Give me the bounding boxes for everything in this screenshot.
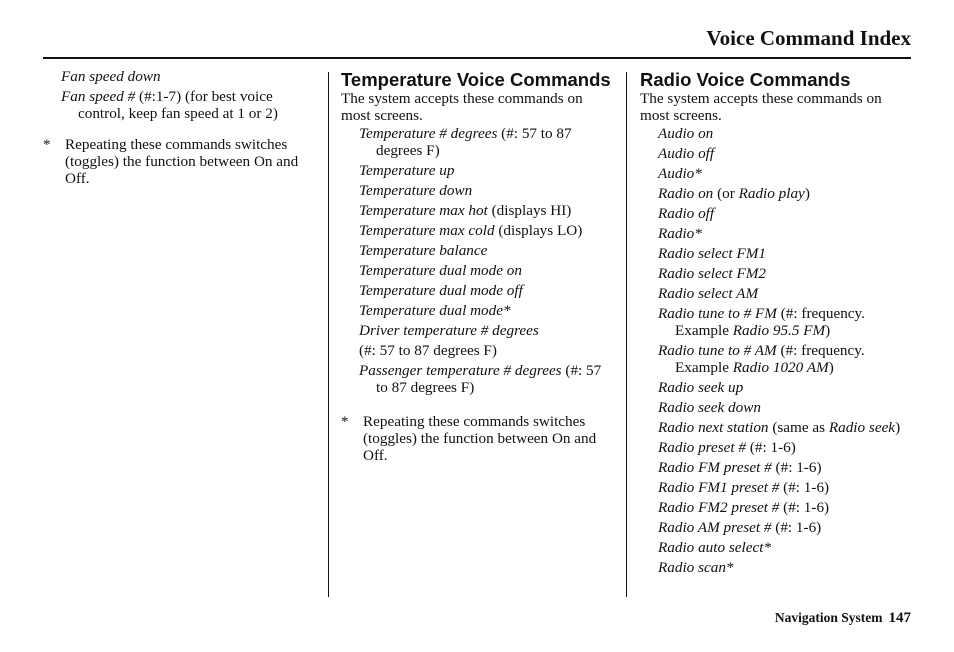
- command-item: Temperature dual mode*: [359, 302, 511, 319]
- footnote-asterisk: *: [341, 413, 349, 430]
- footnote-text: Repeating these commands switches (toggles) the function between On and Off.: [65, 136, 299, 187]
- command-item: Radio preset # (#: 1-6): [658, 439, 796, 456]
- section-intro: The system accepts these commands on most screens.: [640, 90, 882, 124]
- section-heading: Temperature Voice Commands: [341, 69, 611, 90]
- column-temperature-commands: [341, 68, 613, 464]
- command-item: Radio seek up: [658, 379, 744, 396]
- column-fan-commands: [43, 68, 315, 187]
- command-item: Radio tune to # AM (#: frequency. Example Radio 1020 AM): [658, 342, 865, 376]
- command-item: Temperature max hot (displays HI): [359, 202, 572, 219]
- command-item: Fan speed down: [61, 68, 161, 85]
- section-intro: The system accepts these commands on most screens.: [341, 90, 583, 124]
- footnote: [43, 136, 315, 187]
- command-item: Temperature down: [359, 182, 473, 199]
- command-item: Fan speed # (#:1-7) (for best voice control, keep fan speed at 1 or 2): [61, 88, 278, 122]
- command-item: Radio select FM1: [658, 245, 766, 262]
- command-item: Radio FM preset # (#: 1-6): [658, 459, 822, 476]
- command-item: Temperature dual mode off: [359, 282, 523, 299]
- command-item: Radio next station (same as Radio seek): [658, 419, 901, 436]
- footnote-text: Repeating these commands switches (toggles) the function between On and Off.: [363, 413, 597, 464]
- command-item: Temperature # degrees (#: 57 to 87 degrees F): [359, 125, 572, 159]
- command-item: Radio tune to # FM (#: frequency. Example Radio 95.5 FM): [658, 305, 865, 339]
- footer-label: Navigation System: [774, 610, 883, 625]
- command-item: Temperature dual mode on: [359, 262, 522, 279]
- command-item: Audio off: [658, 145, 715, 162]
- page-number: 147: [888, 610, 911, 626]
- command-item: Audio on: [658, 125, 714, 142]
- section-heading: Radio Voice Commands: [640, 69, 851, 90]
- command-range: (#: 57 to 87 degrees F): [359, 342, 497, 359]
- command-item: Driver temperature # degrees: [359, 322, 539, 339]
- command-item: Temperature max cold (displays LO): [359, 222, 583, 239]
- command-item: Radio seek down: [658, 399, 761, 416]
- column-divider: [328, 72, 329, 597]
- column-divider: [626, 72, 627, 597]
- command-item: Radio off: [658, 205, 715, 222]
- command-item: Radio*: [658, 225, 702, 242]
- command-item: Radio select FM2: [658, 265, 766, 282]
- command-item: Temperature balance: [359, 242, 488, 259]
- footnote: [341, 413, 613, 464]
- command-item: Audio*: [658, 165, 702, 182]
- command-item: Radio AM preset # (#: 1-6): [658, 519, 822, 536]
- command-item: Radio FM2 preset # (#: 1-6): [658, 499, 830, 516]
- command-item: Passenger temperature # degrees (#: 57 to 87 degrees F): [359, 362, 602, 396]
- footnote-asterisk: *: [43, 136, 51, 153]
- header-rule: [43, 57, 911, 59]
- command-item: Radio on (or Radio play): [658, 185, 810, 202]
- page-title: Voice Command Index: [706, 26, 911, 50]
- command-item: Radio scan*: [658, 559, 734, 576]
- page-footer: [775, 610, 911, 627]
- command-item: Radio auto select*: [658, 539, 772, 556]
- command-item: Radio FM1 preset # (#: 1-6): [658, 479, 830, 496]
- command-item: Radio select AM: [658, 285, 759, 302]
- column-radio-commands: [640, 68, 912, 579]
- command-item: Temperature up: [359, 162, 455, 179]
